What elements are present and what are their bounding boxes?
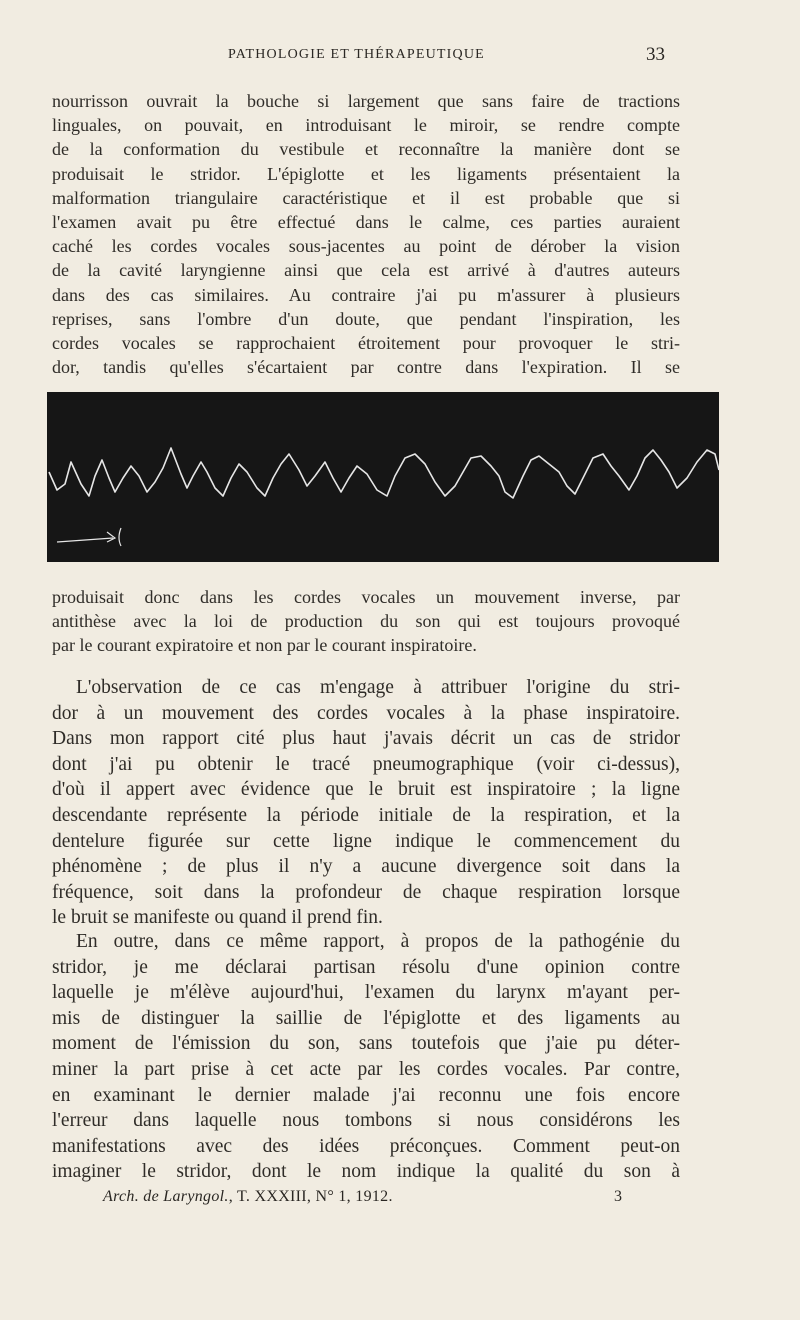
text-line: stridor, je me déclarai partisan résolu d'une opinion contre: [52, 956, 680, 978]
footer-citation: [103, 1188, 393, 1206]
text-line: nourrisson ouvrait la bouche si largement que sans faire de tractions: [52, 91, 680, 111]
text-line: le bruit se manifeste ou quand il prend fin.: [52, 907, 383, 929]
text-line: malformation triangulaire caractéristique et il est probable que si: [52, 187, 680, 208]
pneumographic-tracing-figure: [47, 392, 719, 562]
text-line: fréquence, soit dans la profondeur de chaque respiration lorsque: [52, 881, 680, 903]
paragraph-1: [52, 89, 680, 379]
text-line: En outre, dans ce même rapport, à propos de la pathogénie du: [76, 931, 680, 952]
text-line: en examinant le dernier malade j'ai reconnu une fois encore: [52, 1084, 680, 1106]
text-line: par le courant expiratoire et non par le courant inspiratoire.: [52, 635, 477, 656]
text-line: produisait donc dans les cordes vocales un mouvement inverse, par: [52, 587, 680, 607]
text-line: dor à un mouvement des cordes vocales à la phase inspiratoire.: [52, 702, 680, 724]
text-line: laquelle je m'élève aujourd'hui, l'examen du larynx m'ayant per-: [52, 982, 680, 1004]
signature-mark: 3: [614, 1188, 622, 1205]
text-line: dans des cas similaires. Au contraire j'ai pu m'assurer à plusieurs: [52, 284, 680, 305]
text-line: dont j'ai pu obtenir le tracé pneumographique (voir ci-dessus),: [52, 753, 680, 775]
text-line: reprises, sans l'ombre d'un doute, que pendant l'inspiration, les: [52, 308, 680, 329]
tracing-svg: [47, 392, 719, 562]
text-line: L'observation de ce cas m'engage à attribuer l'origine du stri-: [76, 677, 680, 698]
text-line: mis de distinguer la saillie de l'épiglotte et des ligaments au: [52, 1007, 680, 1029]
tracing-background: [47, 392, 719, 562]
text-line: dor, tandis qu'elles s'écartaient par contre dans l'expiration. Il se: [52, 357, 680, 378]
page-number: 33: [646, 44, 665, 65]
text-line: caché les cordes vocales sous-jacentes au point de dérober la vision: [52, 236, 680, 257]
text-line: linguales, on pouvait, en introduisant le miroir, se rendre compte: [52, 115, 680, 136]
paragraph-4: [52, 929, 680, 1185]
running-title: PATHOLOGIE ET THÉRAPEUTIQUE: [228, 47, 485, 62]
text-line: l'erreur dans laquelle nous tombons si nous considérons les: [52, 1110, 680, 1132]
text-line: l'examen avait pu être effectué dans le calme, ces parties auraient: [52, 212, 680, 233]
text-line: manifestations avec des idées préconçues. Comment peut-on: [52, 1135, 680, 1157]
text-line: dentelure figurée sur cette ligne indique le commencement du: [52, 830, 680, 852]
text-line: imaginer le stridor, dont le nom indique la qualité du son à: [52, 1161, 680, 1183]
paragraph-2: [52, 585, 680, 658]
journal-volume: , T. XXXIII, N° 1, 1912.: [228, 1188, 393, 1205]
text-line: moment de l'émission du son, sans toutefois que j'aie pu déter-: [52, 1033, 680, 1055]
text-line: phénomène ; de plus il n'y a aucune divergence soit dans la: [52, 856, 680, 878]
text-line: d'où il appert avec évidence que le bruit est inspiratoire ; la ligne: [52, 779, 680, 801]
text-line: antithèse avec la loi de production du son qui est toujours provoqué: [52, 611, 680, 632]
text-line: cordes vocales se rapprochaient étroitement pour provoquer le stri-: [52, 333, 680, 354]
text-line: descendante représente la période initiale de la respiration, et la: [52, 804, 680, 826]
text-line: produisait le stridor. L'épiglotte et les ligaments présentaient la: [52, 163, 680, 184]
paragraph-3: [52, 675, 680, 931]
text-line: miner la part prise à cet acte par les cordes vocales. Par contre,: [52, 1058, 680, 1080]
journal-name: Arch. de Laryngol.: [103, 1188, 229, 1205]
text-line: Dans mon rapport cité plus haut j'avais décrit un cas de stridor: [52, 728, 680, 750]
text-line: de la conformation du vestibule et reconnaître la manière dont se: [52, 139, 680, 160]
text-line: de la cavité laryngienne ainsi que cela est arrivé à d'autres auteurs: [52, 260, 680, 281]
